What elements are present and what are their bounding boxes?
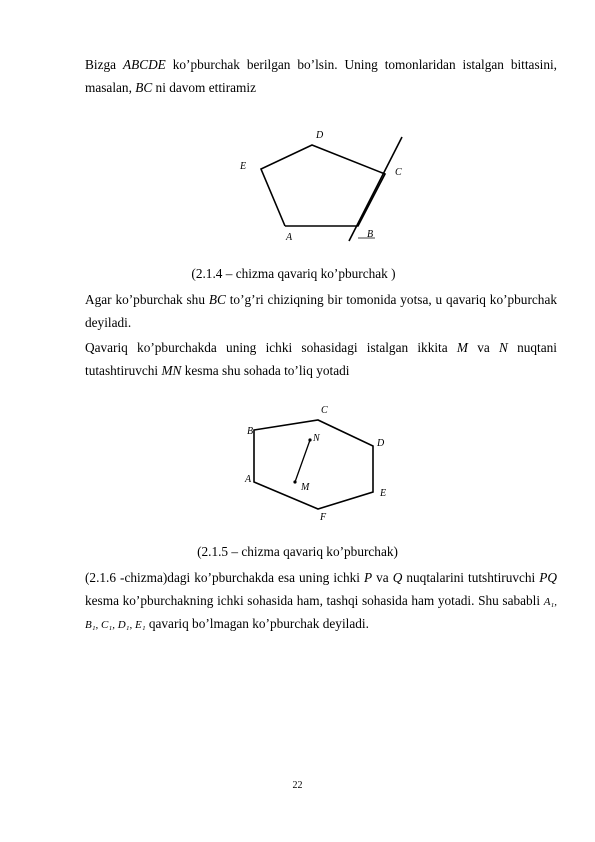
vertex-label-a: A	[245, 474, 252, 485]
point-label-m: M	[301, 482, 310, 493]
text: ko’pburchak berilgan bo’lsin. Uning tomonlaridan istalgan bittasini, masalan,	[85, 57, 557, 95]
text: va	[467, 340, 499, 355]
pentagon-outline	[261, 145, 385, 226]
vertex-label-e: E	[380, 488, 387, 499]
vertex-label-f: F	[320, 512, 327, 523]
point-name: Q	[392, 570, 403, 585]
paragraph-definition	[85, 289, 557, 334]
point-name: N	[499, 340, 508, 355]
text: kesma ko’pburchakning ichki sohasida ham, tashqi sohasida ham yotadi. Shu sababli	[85, 592, 544, 608]
text: Bizga	[85, 57, 123, 72]
vertex-label-c: C	[321, 405, 328, 416]
text: Agar ko’pburchak shu	[85, 292, 209, 307]
point-m	[293, 480, 296, 483]
polygon-name: ABCDE	[122, 57, 166, 72]
vertex-label-b: B	[367, 229, 374, 240]
segment-name: PQ	[539, 570, 558, 585]
figure-hexagon	[240, 400, 400, 525]
vertex-label-d: D	[377, 438, 385, 449]
vertex-label-d: D	[316, 130, 324, 141]
text: ni davom ettiramiz	[152, 79, 256, 95]
text: nuqtalarini tutshtiruvchi	[402, 570, 540, 585]
vertex-label-a: A	[286, 232, 293, 243]
text: va	[372, 570, 393, 585]
side-name: BC	[135, 79, 153, 95]
point-label-n: N	[313, 433, 320, 444]
segment-mn	[295, 440, 310, 482]
text: qavariq bo’lmagan ko’pburchak deyiladi.	[145, 616, 369, 631]
page-number: 22	[292, 780, 303, 791]
text: kesma shu sohada to’liq yotadi	[181, 362, 350, 378]
vertex-label-c: C	[395, 167, 402, 178]
paragraph-nonconvex	[85, 567, 557, 637]
segment-name: MN	[161, 362, 182, 378]
figure-pentagon	[225, 125, 415, 245]
text: nuqtani tutashtiruvchi	[85, 340, 557, 378]
paragraph-intro	[85, 54, 557, 99]
figure-caption-2: (2.1.5 – chizma qavariq ko’pburchak)	[197, 544, 398, 559]
text: Qavariq ko’pburchakda uning ichki sohasidagi istalgan ikkita	[85, 340, 457, 355]
point-name: P	[363, 570, 373, 585]
vertex-label-e: E	[240, 161, 247, 172]
point-name: M	[456, 340, 468, 355]
vertex-label-b: B	[247, 426, 254, 437]
vertices-list: A₁, B₁, C₁, D₁, E₁	[85, 595, 557, 631]
figure-caption-1: (2.1.4 – chizma qavariq ko’pburchak )	[191, 266, 396, 281]
text: (2.1.6 -chizma)dagi ko’pburchakda esa uning ichki	[85, 570, 364, 585]
extended-line-bc	[349, 137, 402, 241]
paragraph-convex-property	[85, 337, 557, 382]
text: to’g’ri chiziqning bir tomonida yotsa, u qavariq ko’pburchak deyiladi.	[85, 292, 557, 330]
side-name: BC	[208, 292, 226, 307]
point-n	[308, 438, 311, 441]
